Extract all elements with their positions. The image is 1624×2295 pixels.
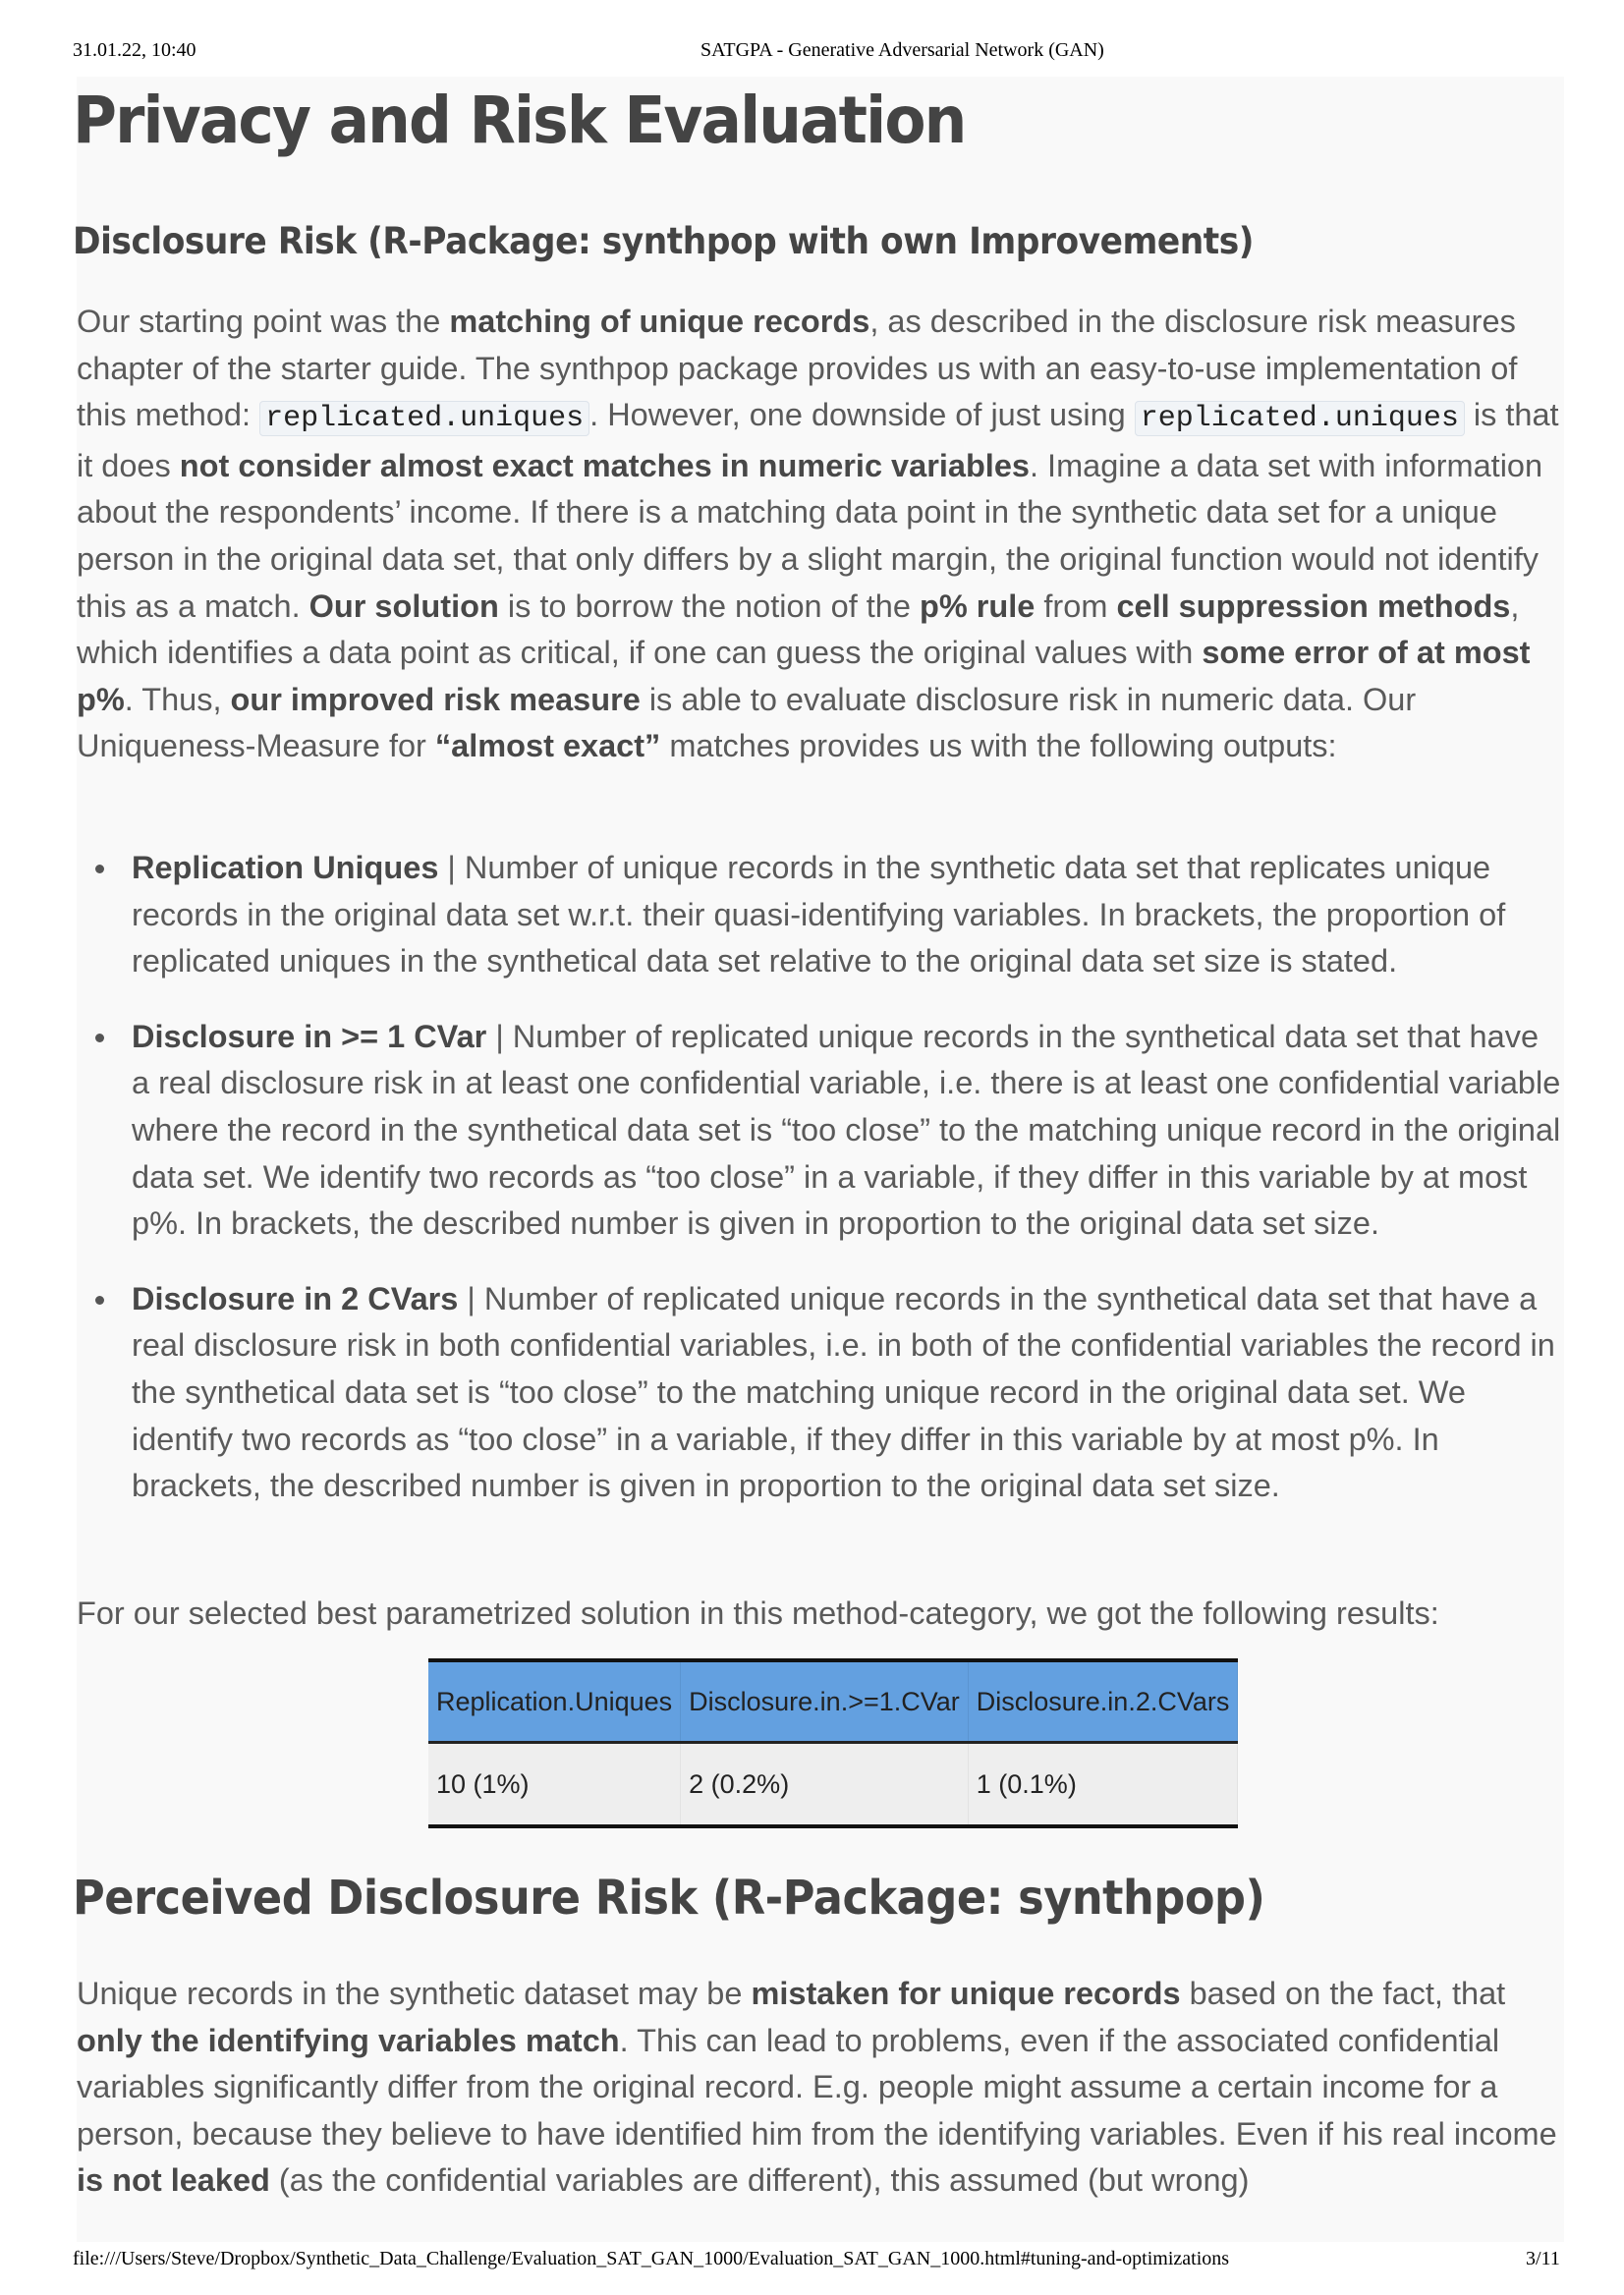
section-heading-disclosure-risk: Disclosure Risk (R-Package: synthpop with own Improvements): [73, 220, 1255, 262]
document-page: [73, 77, 1564, 2242]
bullet-text: | Number of replicated unique records in the synthetical data set that have a real disclosure risk in both confidential variables, i.e. in both of the confidential variables the record in the synthetical data set is “too close” to the matching unique record in the original data set. We identify two records as “too close” in a variable, if they differ in this variable by at most p%. In brackets, the described number is given in proportion to the original data set size.: [132, 1280, 1555, 1504]
bold-text: p% rule: [919, 588, 1036, 624]
bold-text: not consider almost exact matches in numeric variables: [179, 447, 1030, 483]
bold-text: some error of at most p%: [77, 635, 1531, 717]
text: . This can lead to problems, even if the associated confidential variables significantly differ from the original record. E.g. people might assume a certain income for a person, because they believe to have identified him from the identifying variables. Even if his real income: [77, 2022, 1557, 2152]
text: is to borrow the notion of the: [498, 588, 920, 624]
results-paragraph: For our selected best parametrized solution in this method-category, we got the following results:: [77, 1595, 1439, 1631]
text: based on the fact, that: [1180, 1976, 1506, 2011]
intro-paragraph: [77, 299, 1564, 770]
text: matches provides us with the following outputs:: [660, 728, 1337, 764]
table-header: Disclosure.in.2.CVars: [968, 1660, 1238, 1743]
bold-text: our improved risk measure: [230, 681, 641, 717]
text: (as the confidential variables are different), this assumed (but wrong): [269, 2162, 1250, 2199]
table-cell: 1 (0.1%): [968, 1743, 1238, 1827]
output-measures-list: [77, 845, 1564, 1539]
bold-text: mistaken for unique records: [751, 1976, 1181, 2011]
bold-text: Our solution: [308, 588, 499, 624]
table-cell: 10 (1%): [428, 1743, 681, 1827]
text: , as described in the disclosure risk measures chapter of the starter guide. The synthpop package provides us with an easy-to-use implementation of this method:: [77, 304, 1518, 433]
bold-text: “almost exact”: [434, 728, 661, 764]
bullet-term: Disclosure in >= 1 CVar: [132, 1018, 487, 1054]
bullet-text: | Number of replicated unique records in the synthetical data set that have a real disclosure risk in at least one confidential variable, i.e. there is at least one confidential variable where the record in the synthetical data set is “too close” to the matching unique record in the original data set. We identify two records as “too close” in a variable, if they differ in this variable by at most p%. In brackets, the described number is given in proportion to the original data set size.: [132, 1018, 1561, 1242]
bold-text: only the identifying variables match: [77, 2022, 620, 2058]
print-page-title: SATGPA - Generative Adversarial Network (GAN): [700, 39, 1104, 61]
print-url: file:///Users/Steve/Dropbox/Synthetic_Data_Challenge/Evaluation_SAT_GAN_1000/Evaluation_SAT_GAN_1000.html#tuning-and-optimizations: [73, 2248, 1230, 2269]
print-datetime: 31.01.22, 10:40: [73, 39, 196, 61]
table-header: Replication.Uniques: [428, 1660, 681, 1743]
section-heading-perceived-disclosure-risk: Perceived Disclosure Risk (R-Package: synthpop): [73, 1871, 1265, 1926]
text: . However, one downside of just using: [589, 397, 1135, 433]
text: . Thus,: [124, 681, 231, 717]
text: Unique records in the synthetic dataset may be: [77, 1976, 752, 2011]
text: is that it does: [77, 397, 1559, 483]
table-header-row: [428, 1660, 1238, 1743]
bold-text: is not leaked: [77, 2162, 270, 2199]
page-title: Privacy and Risk Evaluation: [73, 83, 966, 158]
text: Our starting point was the: [77, 304, 450, 339]
bullet-term: Disclosure in 2 CVars: [132, 1280, 459, 1316]
bullet-text: | Number of unique records in the synthetic data set that replicates unique records in the original data set w.r.t. their quasi-identifying variables. In brackets, the proportion of replicated uniques in the synthetical data set relative to the original data set size is stated.: [132, 850, 1506, 980]
text: . Imagine a data set with information about the respondents’ income. If there is a matching data point in the synthetic data set for a unique person in the original data set, that only differs by a slight margin, the original function would not identify this as a match.: [77, 447, 1543, 624]
perceived-risk-paragraph: [77, 1971, 1564, 2205]
text: , which identifies a data point as critical, if one can guess the original values with: [77, 588, 1520, 671]
results-table: [428, 1658, 1238, 1828]
list-item: [77, 1014, 1564, 1248]
bold-text: matching of unique records: [449, 304, 870, 339]
table-cell: 2 (0.2%): [681, 1743, 969, 1827]
text: is able to evaluate disclosure risk in numeric data. Our Uniqueness-Measure for: [77, 681, 1417, 764]
bold-text: cell suppression methods: [1116, 588, 1511, 624]
text: from: [1035, 588, 1117, 624]
bullet-term: Replication Uniques: [132, 850, 439, 885]
inline-code: replicated.uniques: [1135, 401, 1465, 436]
table-row: [428, 1743, 1238, 1827]
list-item: [77, 845, 1564, 985]
table-header: Disclosure.in.>=1.CVar: [681, 1660, 969, 1743]
list-item: [77, 1276, 1564, 1510]
print-page-number: 3/11: [1526, 2248, 1560, 2269]
inline-code: replicated.uniques: [259, 401, 589, 436]
